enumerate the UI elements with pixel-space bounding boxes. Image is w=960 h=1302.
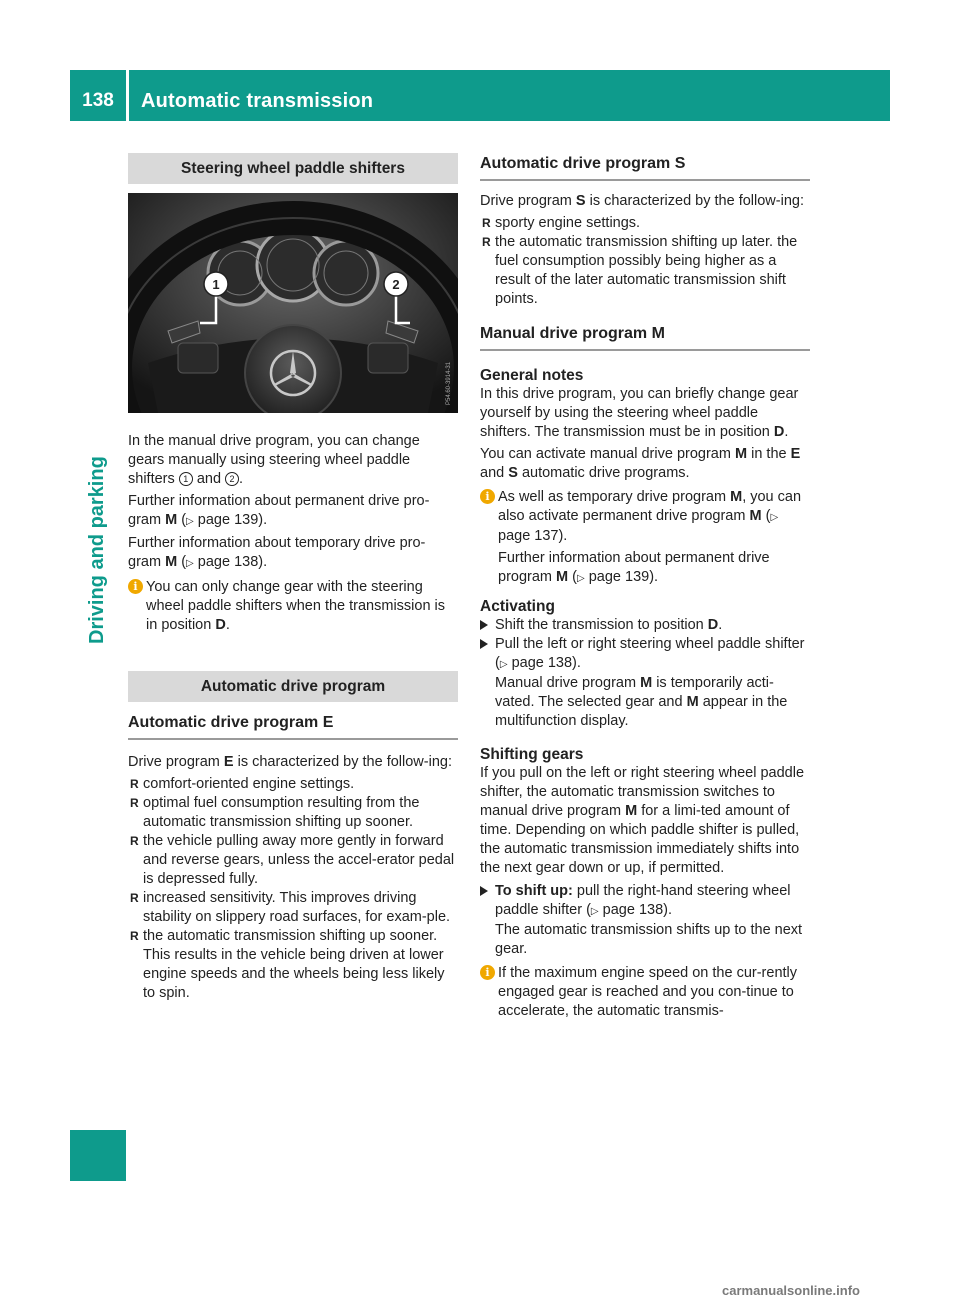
page-ref-arrow-icon: ▷: [186, 516, 194, 527]
general-paragraph-1: In this drive program, you can briefly change gear yourself by using the steering wheel paddle shifters. The transmission must be in position D.: [480, 386, 799, 440]
callout-1: 1: [212, 277, 220, 292]
program-e-list: [128, 775, 458, 1003]
heading-program-s: Automatic drive program S: [480, 154, 810, 181]
page-ref-arrow-icon: ▷: [577, 573, 585, 584]
program-s-intro: Drive program S is characterized by the follow-ing:: [480, 193, 804, 209]
heading-shifting-gears: Shifting gears: [480, 746, 584, 763]
step-2: Pull the left or right steering wheel paddle shifter (▷ page 138). Manual drive program M is temporarily acti-vated. The selected gear and M appear in the multifunction display.: [480, 635, 810, 731]
callout-1-ref: 1: [179, 472, 193, 486]
step-arrow-icon: [480, 620, 488, 630]
section-heading-auto: Automatic drive program: [128, 671, 458, 702]
image-code: P54.60-3914-31: [446, 361, 452, 405]
paddle-paragraph-2: Further information about permanent drive pro-gram M (▷ page 139).: [128, 493, 430, 528]
page-ref-arrow-icon: ▷: [499, 659, 508, 670]
page-link[interactable]: page 138).: [602, 902, 672, 918]
right-column: [480, 150, 810, 1021]
callout-2-ref: 2: [225, 472, 239, 486]
chapter-title: Automatic transmission: [141, 90, 374, 112]
page-link[interactable]: page 139).: [588, 569, 659, 585]
page-link[interactable]: page 138).: [197, 554, 268, 570]
list-item: R the automatic transmission shifting up later. the fuel consumption possibly being higher as a result of the later automatic transmission shift points.: [480, 233, 810, 309]
left-column: [128, 150, 458, 1003]
page-link[interactable]: page 139).: [197, 512, 268, 528]
header-separator: [126, 70, 129, 121]
page-link[interactable]: page 138).: [511, 655, 581, 671]
heading-program-e: Automatic drive program E: [128, 713, 458, 740]
step-1: Shift the transmission to position D.: [480, 616, 810, 635]
shifting-paragraph: If you pull on the left or right steering wheel paddle shifter, the automatic transmission switches to manual drive program M for a limi-ted amount of time. Depending on which paddle shifter is pulled, the automatic transmission immediately shifts into the next gear down or up, if permitted.: [480, 765, 805, 876]
steering-wheel-image: [128, 193, 458, 413]
heading-program-m: Manual drive program M: [480, 324, 810, 351]
program-s-list: [480, 214, 810, 309]
list-item: R increased sensitivity. This improves driving stability on slippery road surfaces, for exam-ple.: [128, 889, 458, 927]
list-item: R the vehicle pulling away more gently in forward and reverse gears, unless the accel-erator pedal is depressed fully.: [128, 832, 458, 889]
paddle-paragraph-1: In the manual drive program, you can change gears manually using steering wheel paddle shifters 1 and 2 .: [128, 433, 420, 487]
step-arrow-icon: [480, 639, 488, 649]
list-item: R comfort-oriented engine settings.: [128, 775, 458, 794]
page-ref-arrow-icon: ▷: [186, 558, 194, 569]
page-link[interactable]: page 137).: [498, 528, 568, 544]
watermark: carmanualsonline.info: [722, 1283, 860, 1298]
callout-2: 2: [392, 277, 400, 292]
info-icon: i: [480, 489, 495, 504]
side-section-label: Driving and parking: [86, 456, 108, 644]
list-item: R optimal fuel consumption resulting from the automatic transmission shifting up sooner.: [128, 794, 458, 832]
heading-general-notes: General notes: [480, 367, 584, 384]
info-icon: i: [480, 965, 495, 980]
list-item: R sporty engine settings.: [480, 214, 810, 233]
page-ref-arrow-icon: ▷: [770, 512, 779, 523]
info-note: i If the maximum engine speed on the cur-rently engaged gear is reached and you con-tinue to accelerate, the automatic transmis-: [480, 964, 810, 1021]
general-paragraph-2: You can activate manual drive program M in the E and S automatic drive programs.: [480, 446, 801, 481]
section-heading-paddle: Steering wheel paddle shifters: [128, 153, 458, 184]
info-note: i You can only change gear with the steering wheel paddle shifters when the transmission is in position D.: [128, 578, 458, 635]
info-icon: i: [128, 579, 143, 594]
side-marker: [70, 1130, 126, 1181]
step-arrow-icon: [480, 886, 488, 896]
step-shift-up: To shift up: pull the right-hand steering wheel paddle shifter (▷ page 138). The automatic transmission shifts up to the next gear.: [480, 882, 810, 959]
paddle-paragraph-3: Further information about temporary drive pro-gram M (▷ page 138).: [128, 535, 426, 570]
info-continuation: Further information about permanent drive program M (▷ page 139).: [498, 550, 770, 585]
list-item: R the automatic transmission shifting up sooner. This results in the vehicle being driven at lower engine speeds and the wheels being less likely to spin.: [128, 927, 458, 1003]
page-number: 138: [82, 90, 114, 111]
program-e-intro: Drive program E is characterized by the follow-ing:: [128, 754, 452, 770]
info-note: i As well as temporary drive program M, you can also activate permanent drive program M (▷ page 137). Further information about permanent drive program M (▷ page 139).: [480, 488, 810, 588]
page-ref-arrow-icon: ▷: [590, 906, 599, 917]
heading-activating: Activating: [480, 598, 555, 615]
